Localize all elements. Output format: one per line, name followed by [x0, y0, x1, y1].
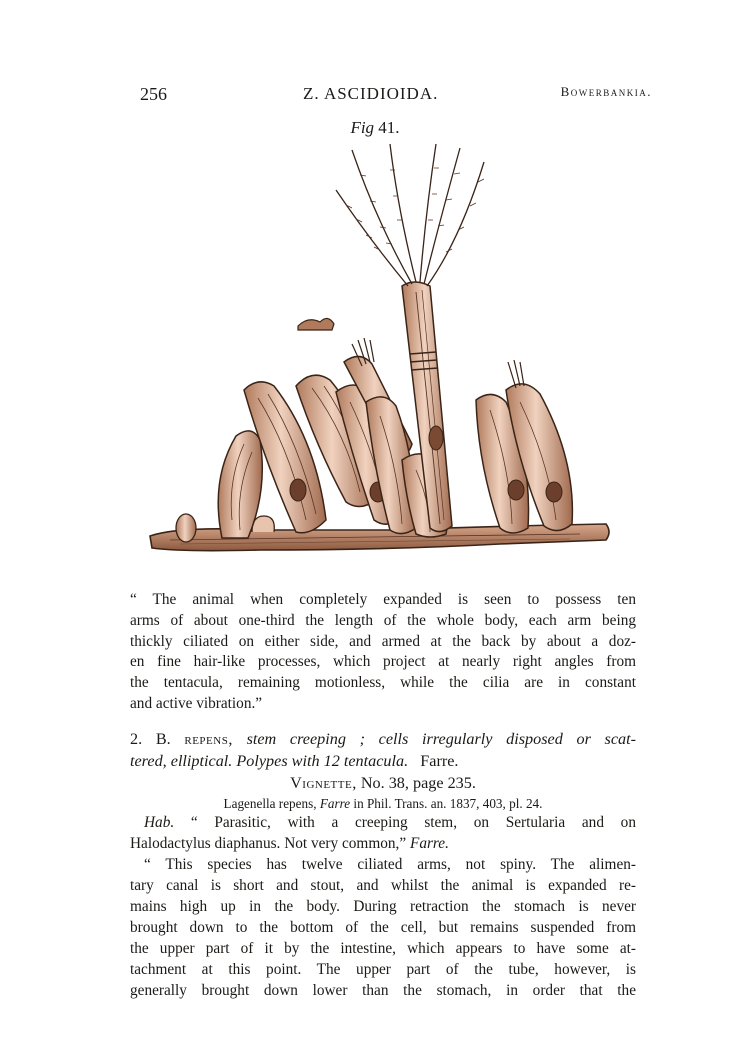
quote-line: the tentacula, remaining motionless, while the cilia are in constant — [130, 674, 636, 692]
quote-line: and active vibration.” — [130, 694, 263, 712]
vignette-label: Vignette, — [290, 774, 357, 792]
species-heading — [130, 728, 636, 750]
description-line: brought down to the bottom of the cell, but remains suspended from — [130, 919, 636, 936]
synonym-name: Lagenella repens, — [223, 796, 317, 811]
species-diagnosis-line — [130, 750, 636, 772]
figure-label-prefix: Fig — [350, 118, 375, 137]
habitat-text: “ Parasitic, with a creeping stem, on Sertularia and on — [190, 814, 636, 831]
species-entry — [130, 728, 636, 813]
species-name: repens, — [184, 730, 233, 748]
quote-line: thickly ciliated on either side, and armed at the back by about a doz- — [130, 632, 636, 650]
description-line: the upper part of it by the intestine, which appears to have some at- — [130, 940, 636, 957]
description-line: tary canal is short and stout, and whilst the animal is expanded re- — [130, 877, 636, 894]
species-number: 2. B. — [130, 730, 171, 748]
vignette-reference — [130, 772, 636, 794]
tentacle-spines — [346, 168, 484, 252]
detached-fragment — [298, 318, 334, 330]
species-diagnosis: stem creeping ; cells irregularly disposed or scat- — [246, 730, 637, 748]
habitat-authority: Farre. — [409, 835, 449, 852]
habitat-label: Hab. — [144, 814, 175, 831]
running-head-title: Z. ASCIDIOIDA. — [303, 84, 439, 103]
description-line: “ This species has twelve ciliated arms, not spiny. The alimen- — [144, 856, 636, 873]
figure-label-number: 41. — [378, 118, 400, 137]
habitat-line — [130, 833, 636, 854]
quote-line: “ The animal when completely expanded is seen to possess ten — [130, 591, 636, 608]
vignette-ref: No. 38, page 235. — [360, 774, 476, 792]
tentacle-crown — [336, 144, 484, 286]
quote-line: en fine hair-like processes, which project at nearly right angles from — [130, 653, 636, 671]
description-line: generally brought down lower than the stomach, in order that the — [130, 982, 636, 999]
running-header — [140, 84, 652, 110]
figure-caption — [0, 118, 750, 138]
running-head-genus: Bowerbankia. — [560, 84, 652, 99]
bryozoan-illustration — [140, 140, 620, 570]
habitat-and-notes — [130, 812, 636, 1001]
synonym-reference — [130, 794, 636, 813]
quote-line: arms of about one-third the length of the whole body, each arm being — [130, 611, 636, 629]
basal-bud — [176, 514, 196, 542]
description-line: mains high up in the body. During retraction the stomach is never — [130, 898, 636, 915]
habitat-line — [130, 812, 636, 833]
synonym-author: Farre — [319, 796, 351, 811]
habitat-text: Halodactylus diaphanus. Not very common,” — [130, 835, 407, 852]
species-authority: Farre. — [420, 752, 459, 770]
page-number: 256 — [140, 84, 167, 104]
species-diagnosis-cont: tered, elliptical. Polypes with 12 tentacula. — [130, 752, 409, 770]
synonym-ref: in Phil. Trans. an. 1837, 403, pl. 24. — [353, 796, 543, 811]
quoted-description — [130, 590, 636, 715]
description-line: tachment at this point. The upper part of the tube, however, is — [130, 961, 636, 978]
